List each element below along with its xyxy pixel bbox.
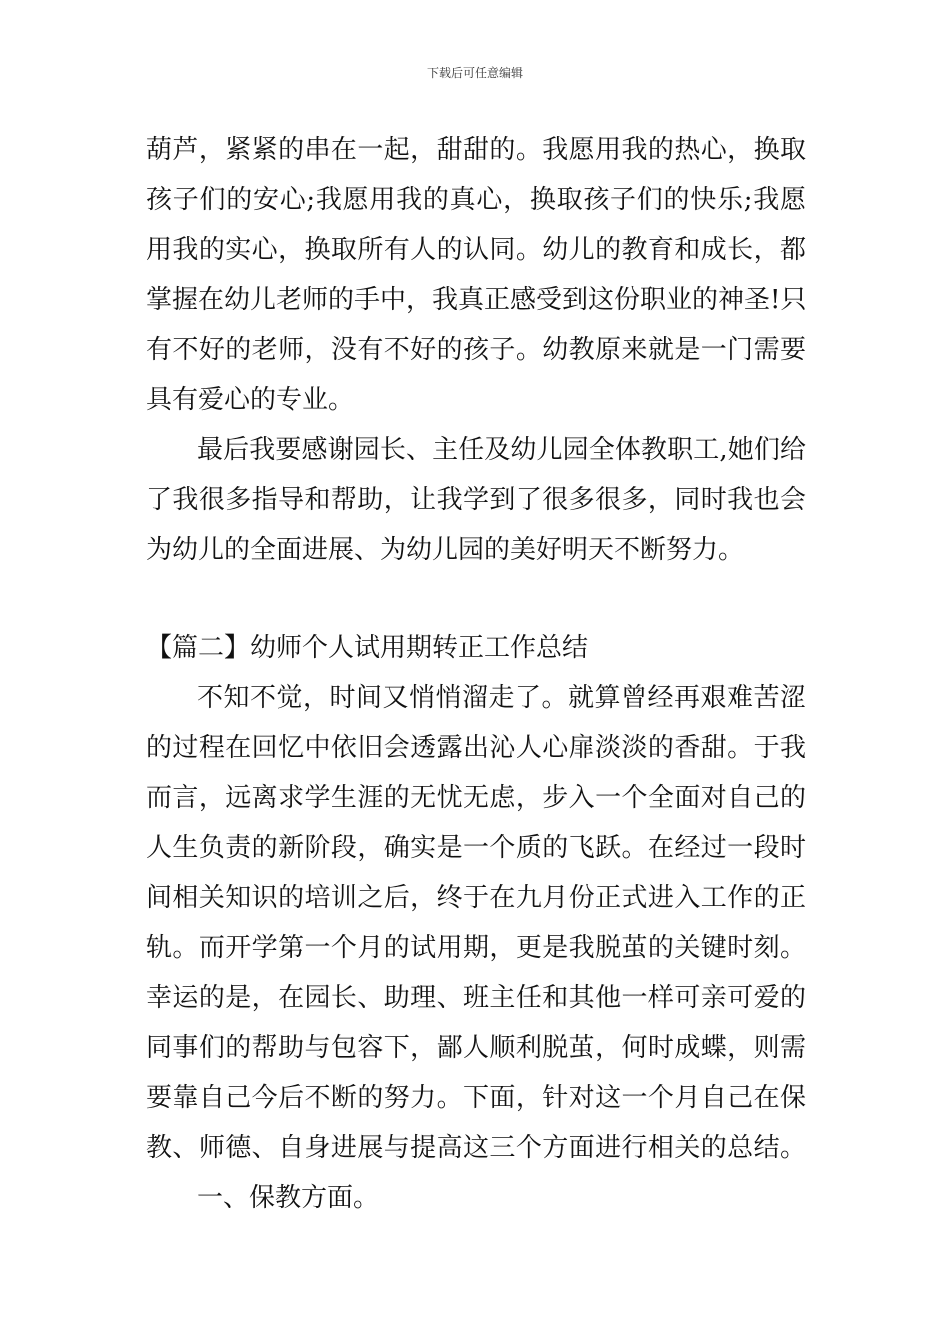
section-title: 【篇二】幼师个人试用期转正工作总结 [146,633,589,663]
text-line: 了我很多指导和帮助，让我学到了很多很多，同时我也会 [146,485,806,515]
text-line: 同事们的帮助与包容下，鄙人顺利脱茧，何时成蝶，则需 [146,1033,806,1063]
text-line: 间相关知识的培训之后，终于在九月份正式进入工作的正 [146,883,806,913]
text-line: 要靠自己今后不断的努力。下面，针对这一个月自己在保 [146,1083,806,1113]
text-line: 幸运的是，在园长、助理、班主任和其他一样可亲可爱的 [146,983,806,1013]
text-line: 掌握在幼儿老师的手中，我真正感受到这份职业的神圣!只 [146,285,807,315]
text-line: 而言，远离求学生涯的无忧无虑，步入一个全面对自己的 [146,783,806,813]
text-line: 不知不觉，时间又悄悄溜走了。就算曾经再艰难苦涩 [197,683,806,713]
text-line: 的过程在回忆中依旧会透露出沁人心扉淡淡的香甜。于我 [146,733,806,763]
page-header: 下载后可任意编辑 [426,66,523,80]
text-line: 教、师德、自身进展与提高这三个方面进行相关的总结。 [146,1133,806,1163]
text-line: 轨。而开学第一个月的试用期，更是我脱茧的关键时刻。 [146,933,806,963]
text-line: 最后我要感谢园长、主任及幼儿园全体教职工,她们给 [197,435,806,465]
text-line: 人生负责的新阶段，确实是一个质的飞跃。在经过一段时 [146,833,806,863]
text-line: 为幼儿的全面进展、为幼儿园的美好明天不断努力。 [146,535,745,565]
text-line: 用我的实心，换取所有人的认同。幼儿的教育和成长，都 [146,235,806,265]
subsection-heading: 一、保教方面。 [197,1183,380,1213]
text-line: 葫芦，紧紧的串在一起，甜甜的。我愿用我的热心，换取 [146,135,806,165]
text-line: 孩子们的安心;我愿用我的真心，换取孩子们的快乐;我愿 [146,185,806,215]
text-line: 具有爱心的专业。 [146,385,355,415]
text-line: 有不好的老师，没有不好的孩子。幼教原来就是一门需要 [146,335,806,365]
